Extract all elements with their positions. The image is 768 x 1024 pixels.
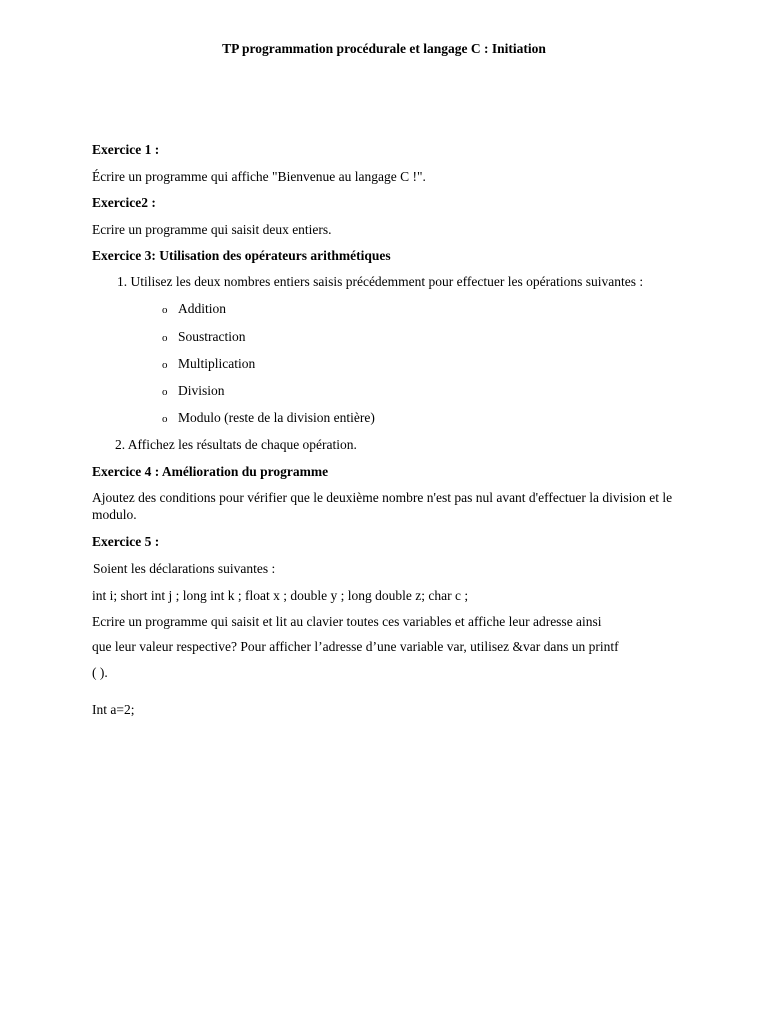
exercise-4-heading: Exercice 4 : Amélioration du programme: [92, 464, 329, 479]
exercise-5-line-3: ( ).: [92, 665, 108, 680]
exercise-2-text: Ecrire un programme qui saisit deux entiers.: [92, 222, 332, 237]
operation-label: Addition: [178, 301, 227, 316]
exercise-3-heading: Exercice 3: Utilisation des opérateurs arithmétiques: [92, 248, 391, 263]
bullet-marker: o: [162, 304, 168, 316]
exercise-5-declarations: int i; short int j ; long int k ; float x ; double y ; long double z; char c ;: [92, 588, 469, 603]
exercise-1-heading: Exercice 1 :: [92, 142, 160, 157]
bullet-marker: o: [162, 332, 168, 344]
exercise-5-intro: Soient les déclarations suivantes :: [93, 561, 276, 576]
operation-item-multiplication: [162, 355, 255, 374]
exercise-4-text: Ajoutez des conditions pour vérifier que le deuxième nombre n'est pas nul avant d'effectuer la division et le modulo.: [92, 490, 673, 522]
exercise-2-heading: Exercice2 :: [92, 195, 156, 210]
exercise-5-heading: Exercice 5 :: [92, 534, 160, 549]
operation-item-modulo: [162, 409, 375, 428]
operation-item-addition: [162, 300, 226, 319]
document-title: TP programmation procédurale et langage C : Initiation: [222, 41, 546, 56]
exercise-5-line-1: Ecrire un programme qui saisit et lit au clavier toutes ces variables et affiche leur adresse ainsi: [92, 614, 602, 629]
bullet-marker: o: [162, 386, 168, 398]
exercise-3-item-2: 2. Affichez les résultats de chaque opération.: [115, 437, 357, 452]
exercise-3-item-1: 1. Utilisez les deux nombres entiers saisis précédemment pour effectuer les opérations suivantes :: [117, 274, 644, 289]
operation-label: Division: [178, 383, 225, 398]
exercise-5-line-2: que leur valeur respective? Pour afficher l’adresse d’une variable var, utilisez &var dans un printf: [92, 639, 619, 654]
exercise-1-text: Écrire un programme qui affiche "Bienvenue au langage C !".: [92, 169, 426, 184]
operation-label: Soustraction: [178, 329, 246, 344]
operation-item-division: [162, 382, 225, 401]
bullet-marker: o: [162, 413, 168, 425]
operation-item-soustraction: [162, 328, 246, 347]
exercise-5-code: Int a=2;: [92, 702, 135, 717]
bullet-marker: o: [162, 359, 168, 371]
operation-label: Modulo (reste de la division entière): [178, 410, 375, 425]
operation-label: Multiplication: [178, 356, 256, 371]
